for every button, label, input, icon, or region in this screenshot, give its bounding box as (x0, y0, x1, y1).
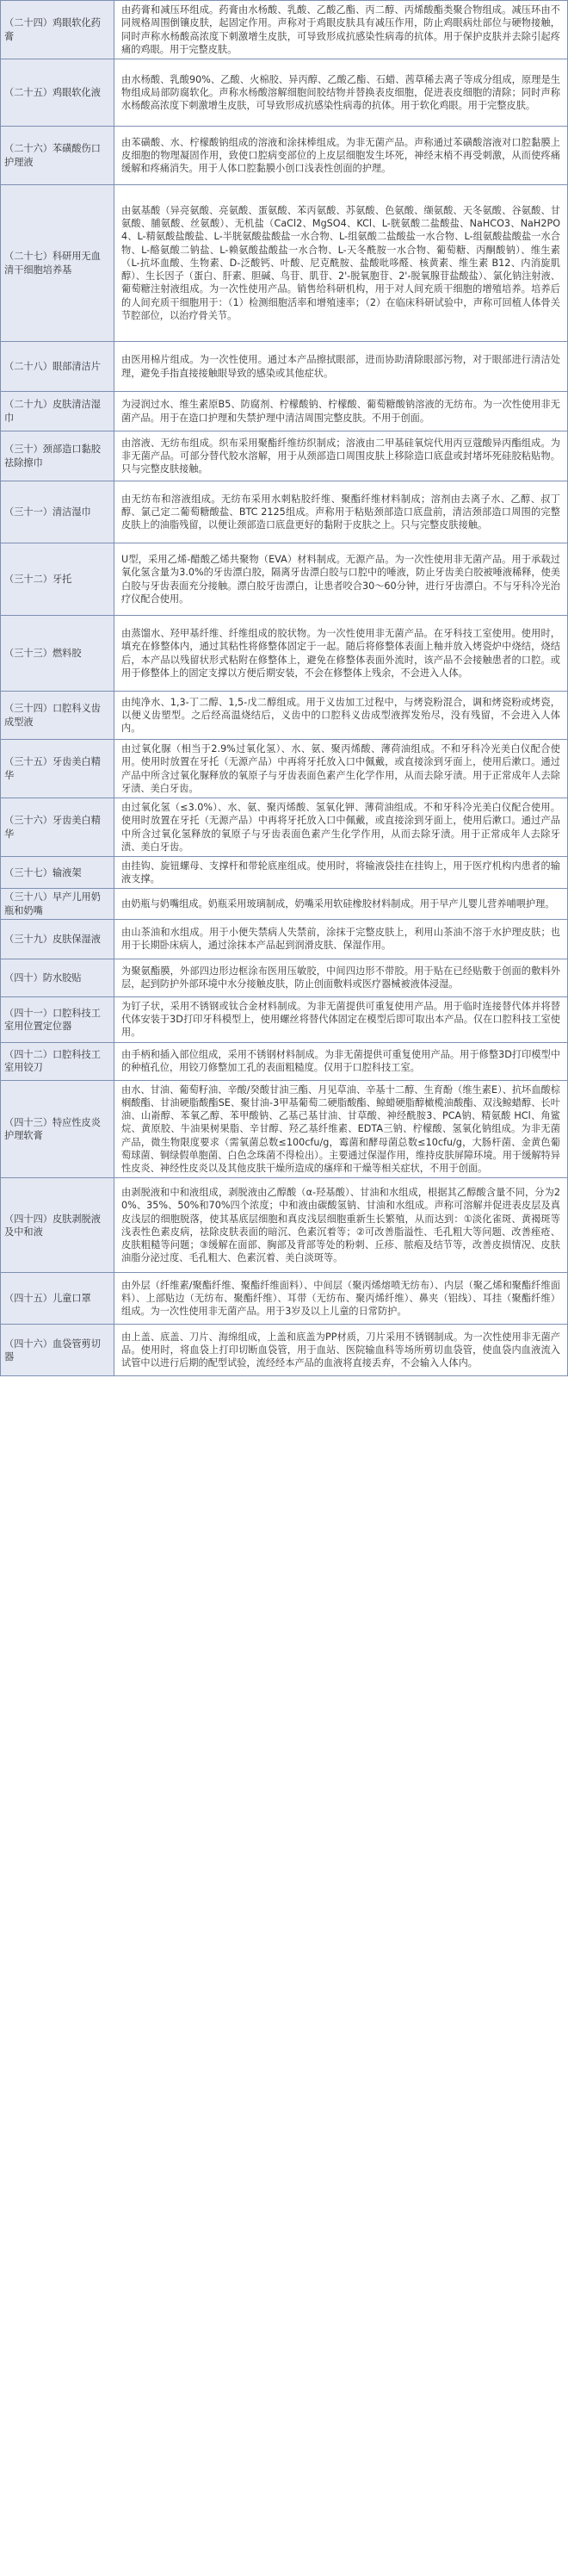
product-description: 由无纺布和溶液组成。无纺布采用水刺粘胶纤维、聚酯纤维材料制成；溶剂由去离子水、乙醇、叔丁醇、氯己定二葡萄糖酸盐、BTC 2125组成。声称用于粘贴颈部造口底盘前，清洁颈部造口周围的完整皮肤上的油脂残留，以便让颈部造口底盘更好的黏附于皮肤之上。只与完整皮肤接触。 (114, 481, 568, 543)
table-row (1, 996, 568, 1042)
product-description: 由溶液、无纺布组成。织布采用聚酯纤维纺织制成；溶液由二甲基硅氧烷代用丙豆蔻酸异丙酯组成。为非无菌产品。可部分替代胶水溶解，用于从颈部造口周围皮肤上移除造口底盘或封堵坏死硅胶粘贴物。只与完整皮肤接触。 (114, 431, 568, 481)
table-row (1, 185, 568, 342)
product-name: （四十四）皮肤剥脱液及中和液 (1, 1178, 114, 1273)
product-description: 为钉子状，采用不锈钢或钛合金材料制成。为非无菌提供可重复使用产品。用于临时连接替代体并将替代体安装于3D打印牙科模型上，使用螺丝将替代体固定在模型后即可取出本产品。仅在口腔科技工室使用。 (114, 996, 568, 1042)
product-name: （三十二）牙托 (1, 543, 114, 616)
product-description: 由过氧化脲（相当于2.9%过氧化氢）、水、氨、聚丙烯酸、薄荷油组成。不和牙科冷光美白仪配合使用。使用时放置在牙托（无源产品）中再将牙托放入口中佩戴，或直接涂到牙面上，使用后漱口。通过产品中所含过氧化脲释放的氧原子与牙齿表面色素产生化学作用，从而去除牙渍。用于正常成年人去除牙渍、美白牙齿。 (114, 740, 568, 798)
product-description: 由纯净水、1,3-丁二醇、1,5-戊二醇组成。用于义齿加工过程中，与烤瓷粉混合，调和烤瓷粉或烤瓷，以便义齿塑型。之后经高温烧结后，义齿中的口腔科义齿成型液挥发殆尽，没有残留，不会进入人体内。 (114, 692, 568, 740)
table-row (1, 959, 568, 996)
product-description: 由上盖、底盖、刀片、海绵组成，上盖和底盖为PP材质，刀片采用不锈钢制成。为一次性使用非无菌产品。使用时，将血袋上打印切断血袋管，用于血站、医院输血科等场所剪切血袋管，使血袋内血液流入试管中以进行后期的配型试验，流经经本产品的血液将直接丢弃，不会输入人体内。 (114, 1325, 568, 1376)
product-description: 由过氧化氢（≤3.0%）、水、氨、聚丙烯酸、氢氧化钾、薄荷油组成。不和牙科冷光美白仪配合使用。使用时放置在牙托（无源产品）中再将牙托放入口中佩戴，或直接涂到牙面上，使用后漱口。通过产品中所含过氧化氢释放的氧原子与牙齿表面色素产生化学作用，从而去除牙渍。用于正常成年人去除牙渍、美白牙齿。 (114, 798, 568, 857)
table-row (1, 1, 568, 59)
table-row (1, 1042, 568, 1080)
product-name: （二十九）皮肤清洁湿巾 (1, 392, 114, 431)
product-description: 由山茶油和水组成。用于小便失禁病人失禁前，涂抹于完整皮肤上，利用山茶油不溶于水护理皮肤；也用于长期卧床病人，通过涂抹本产品起到润滑皮肤、保湿作用。 (114, 919, 568, 959)
table-row (1, 889, 568, 919)
product-name: （三十五）牙齿美白精华 (1, 740, 114, 798)
table-row (1, 1080, 568, 1178)
product-description: 由药膏和减压环组成。药膏由水杨酸、乳酸、乙酸乙酯、丙二醇、丙烯酸酯类聚合物组成。减压环由不同规格周围倒镶皮肤，起固定作用。声称对于鸡眼皮肤具有减压作用，防止鸡眼病灶部位与硬物接触，同时声称水杨酸高浓度下刺激增生皮肤，可导致形成抗感染性病毒的抗体。用于保护皮肤并去除引起疼痛的鸡眼。用于完整皮肤。 (114, 1, 568, 59)
product-description: 为聚氨酯膜，外部四边形边框涂布医用压敏胶，中间四边形不带胶。用于贴在已经贴敷于创面的敷料外层，起到防护外部环境中水分接触皮肤，防止创面敷料或医疗器械被液体浸湿。 (114, 959, 568, 996)
product-description: 为浸润过水、维生素原B5、防腐剂、柠檬酸钠、柠檬酸、葡萄糖酸钠溶液的无纺布。为一次性使用非无菌产品。用于在造口护理和失禁护理中清洁周围完整皮肤。不用于创面。 (114, 392, 568, 431)
product-description: 由手柄和插入部位组成，采用不锈钢材料制成。为非无菌提供可重复使用产品。用于修整3D打印模型中的种植孔位，用铰刀修整加工孔的表面粗糙度。仅用于口腔科技工室。 (114, 1042, 568, 1080)
product-description: 由外层（纤维素/聚酯纤维、聚酯纤维面料）、中间层（聚丙烯熔喷无纺布）、内层（聚乙烯和聚酯纤维面料）、上部贴边（无纺布、聚酯纤维）、耳带（无纺布、聚丙烯纤维）、鼻夹（铝线）、耳挂（聚酯纤维）组成。为一次性使用非无菌产品。用于3岁及以上儿童的日常防护。 (114, 1273, 568, 1325)
table-row (1, 342, 568, 392)
product-name: （三十一）清洁湿巾 (1, 481, 114, 543)
product-name: （三十六）牙齿美白精华 (1, 798, 114, 857)
product-description: 由水杨酸、乳酸90%、乙酸、火棉胶、异丙醇、乙酸乙酯、石蜡、茜草稀去离子等成分组成，原理是生物组成局部防腐软化。声称水杨酸溶解细胞间胶结物并替换表皮细胞，促进表皮细胞的清除；同时声称水杨酸高浓度下刺激增生皮肤，可导致形成抗感染性病毒的抗体。用于软化鸡眼。用于完整皮肤。 (114, 59, 568, 127)
table-row (1, 1178, 568, 1273)
product-name: （四十二）口腔科技工室用铰刀 (1, 1042, 114, 1080)
product-name: （四十五）儿童口罩 (1, 1273, 114, 1325)
product-name: （三十七）输液架 (1, 857, 114, 889)
product-name: （三十九）皮肤保湿液 (1, 919, 114, 959)
table-row (1, 543, 568, 616)
product-name: （四十三）特应性皮炎护理软膏 (1, 1080, 114, 1178)
product-description: U型，采用乙烯-醋酸乙烯共聚物（EVA）材料制成。无源产品。为一次性使用非无菌产品。用于承载过氧化氢含量为3.0%的牙齿漂白胶，隔离牙齿漂白胶与口腔中的唾液，防止牙齿美白胶被唾液稀释，使美白胶与牙齿表面充分接触。漂白胶牙齿漂白，让患者咬合30～60分钟，进行牙齿漂白。不与牙科冷光治疗仪配合使用。 (114, 543, 568, 616)
table-row (1, 1273, 568, 1325)
product-description: 由蒸馏水、羟甲基纤维、纤维组成的胶状物。为一次性使用非无菌产品。在牙科技工室使用。使用时，填充在修整体内，通过其粘性将修整体固定于一起。随后将修整体表面上釉并放入烤瓷炉中烧结，烧结后，本产品以残留状形式粘附在修整体上，避免在修整体表面外流时，该产品不会接触患者的口腔。或用于修整体上的固定支撑以方便后期安装，不会在修整体上残余，不会进入人体。 (114, 616, 568, 692)
product-name: （三十八）早产儿用奶瓶和奶嘴 (1, 889, 114, 919)
product-name: （二十七）科研用无血清干细胞培养基 (1, 185, 114, 342)
product-name: （四十六）血袋管剪切器 (1, 1325, 114, 1376)
product-name: （三十）颈部造口黏胶祛除擦巾 (1, 431, 114, 481)
table-row (1, 740, 568, 798)
product-name: （二十六）苯磺酸伤口护理液 (1, 127, 114, 185)
table-row (1, 59, 568, 127)
table-row (1, 392, 568, 431)
product-name: （三十四）口腔科义齿成型液 (1, 692, 114, 740)
product-description: 由挂钩、旋钮螺母、支撑杆和带轮底座组成。使用时，将输液袋挂在挂钩上，用于医疗机构内患者的输液支撑。 (114, 857, 568, 889)
table-row (1, 481, 568, 543)
product-name: （二十八）眼部清洁片 (1, 342, 114, 392)
product-name: （二十五）鸡眼软化液 (1, 59, 114, 127)
product-description: 由剥脱液和中和液组成，剥脱液由乙醇酸（α-羟基酸）、甘油和水组成，根据其乙醇酸含量不同，分为20%、35%、50%和70%四个浓度；中和液由碳酸氢钠、甘油和水组成。声称可溶解并促进表皮层及真皮浅层的细胞脱落，使其基底层细胞和真皮浅层细胞重新生长繁殖，从而达到：①淡化雀斑、黄褐斑等浅表性色素皮病，祛除皮肤表面的暗沉、色素沉着等；②可改善脂溢性、毛孔粗大等问题、改善痤疮、皮肤粗糙等问题；③缓解在面部、胸部及背部等处的粉刺、丘疹、脓疱及结节等，改善皮损情况、皮肤油脂分泌过度、毛孔粗大、色素沉着、美白淡斑等。 (114, 1178, 568, 1273)
product-name: （四十一）口腔科技工室用位置定位器 (1, 996, 114, 1042)
table-row (1, 1325, 568, 1376)
product-description: 由氨基酸（异亮氨酸、亮氨酸、蛋氨酸、苯丙氨酸、苏氨酸、色氨酸、缬氨酸、天冬氨酸、谷氨酸、甘氨酸、脯氨酸、丝氨酸）、无机盐（CaCl2、MgSO4、KCl、L-胱氨酸二盐酸盐、NaHCO3、NaH2PO4、L-精氨酸盐酸盐、L-半胱氨酸盐酸盐一水合物、L-组氨酸二盐酸盐一水合物、L-组氨酸盐酸盐一水合物、L-酪氨酸二钠盐、L-赖氨酸盐酸盐一水合物、L-天冬酰胺一水合物、葡萄糖、丙酮酸钠）、维生素（L-抗坏血酸、生物素、D-泛酸钙、叶酸、尼克酰胺、盐酸吡哆醛、核黄素、维生素 B12、内消旋肌醇）、生长因子（蛋白、肝素、胆碱、鸟苷、肌苷、2'-脱氧胞苷、2'-脱氧腺苷盐酸盐）、氯化钠注射液、葡萄糖注射液组成。为一次性使用产品。销售给科研机构，用于对人间充质干细胞的增殖培养。培养后的人间充质干细胞用于：（1）检测细胞活率和增殖速率；（2）在临床科研试验中，声称可回植人体骨关节腔部位，以治疗骨关节。 (114, 185, 568, 342)
table-row (1, 431, 568, 481)
table-row (1, 919, 568, 959)
product-name: （三十三）燃料胶 (1, 616, 114, 692)
table-row (1, 798, 568, 857)
product-name: （四十）防水胶贴 (1, 959, 114, 996)
table-row (1, 857, 568, 889)
product-name: （二十四）鸡眼软化药膏 (1, 1, 114, 59)
table-body (1, 1, 568, 1376)
table-row (1, 692, 568, 740)
product-description: 由水、甘油、葡萄籽油、辛酸/癸酸甘油三酯、月见草油、辛基十二醇、生育酚（维生素E）、抗坏血酸棕榈酸酯、甘油硬脂酸酯SE、聚甘油-3甲基葡萄二硬脂酸酯、鲸蜡硬脂醇橄榄油酸酯、双浅鲸蜡醇、长叶油、山嵛醇、苯氧乙醇、苯甲酸钠、乙基己基甘油、甘草酸、神经酰胺3、PCA钠、精氨酸 HCl、角鲨烷、黄原胶、牛油果树果脂、辛甘醇、羟乙基纤维素、EDTA三钠、柠檬酸、氢氧化钠组成。为非无菌产品，微生物限度要求（需氧菌总数≤100cfu/g，霉菌和酵母菌总数≤10cfu/g，大肠杆菌、金黄色葡萄球菌、铜绿假单胞菌、白色念珠菌不得检出）。主要通过保湿作用，维持皮肤屏障环境。用于缓解特异性皮炎、神经性皮炎以及其他皮肤干燥所造成的瘙痒和干燥等相关症状，不用于创面。 (114, 1080, 568, 1178)
table-row (1, 616, 568, 692)
product-description: 由医用棉片组成。为一次性使用。通过本产品擦拭眼部，进而协助清除眼部污物，对于眼部进行清洁处理，避免手指直接接触眼导致的感染或其他症状。 (114, 342, 568, 392)
product-description: 由苯磺酸、水、柠檬酸钠组成的溶液和涂抹棒组成。为非无菌产品。声称通过苯磺酸溶液对口腔黏膜上皮细胞的物理凝固作用，致使口腔病变部位的上皮层细胞发生坏死，神经末梢不再受刺激，从而使疼痛缓解和疼痛消失。用于人体口腔黏膜小创口浅表性创面的护理。 (114, 127, 568, 185)
product-description: 由奶瓶与奶嘴组成。奶瓶采用玻璃制成，奶嘴采用软硅橡胶材料制成。用于早产儿婴儿营养哺喂护理。 (114, 889, 568, 919)
table-row (1, 127, 568, 185)
